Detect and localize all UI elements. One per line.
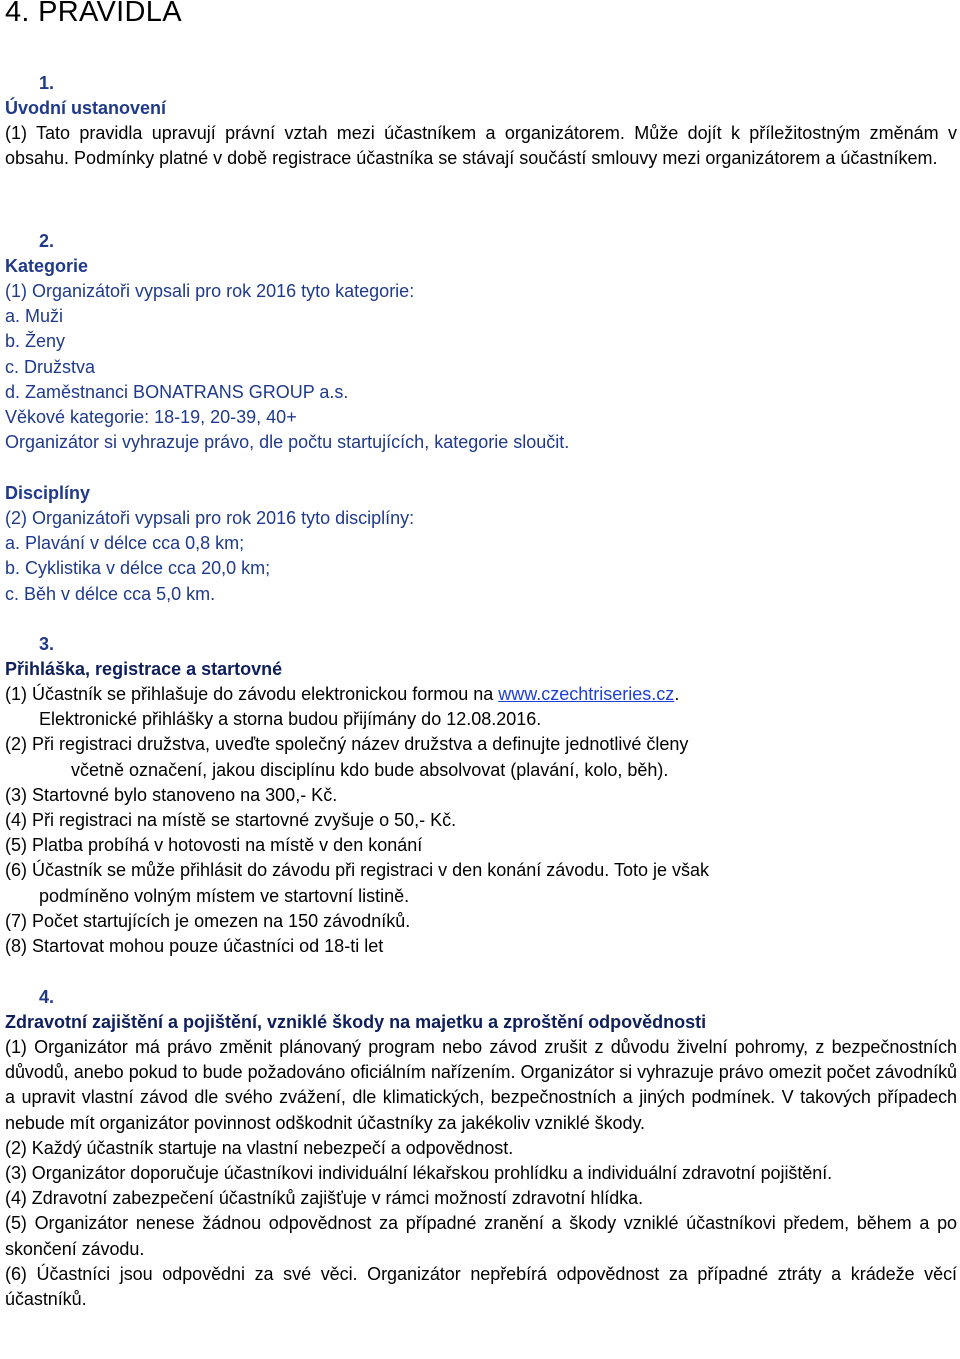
document-title: 4. PRAVIDLA: [5, 0, 182, 28]
section-4: [5, 985, 957, 1312]
section-heading: Kategorie: [5, 256, 89, 276]
rule-item: (2) Každý účastník startuje na vlastní nebezpečí a odpovědnost.: [5, 1137, 514, 1158]
age-categories: Věkové kategorie: 18-19, 20-39, 40+: [5, 407, 297, 428]
section-number: 3.: [39, 634, 55, 654]
rule-item-continuation: Elektronické přihlášky a storna budou přijímány do 12.08.2016.: [39, 709, 542, 730]
list-item: d. Zaměstnanci BONATRANS GROUP a.s.: [5, 381, 349, 402]
list-item: c. Běh v délce cca 5,0 km.: [5, 583, 216, 604]
rule-item: (5) Platba probíhá v hotovosti na místě v den konání: [5, 835, 423, 856]
section-paragraph: (1) Tato pravidla upravují právní vztah mezi účastníkem a organizátorem. Může dojít k příležitostným změnám v obsahu. Podmínky platné v době registrace účastníka se stávají součástí smlouvy mezi organizátorem a účastníkem.: [5, 123, 957, 169]
section-number: 4.: [39, 987, 55, 1007]
list-item: a. Plavání v délce cca 0,8 km;: [5, 533, 245, 554]
section-2: [5, 229, 957, 455]
website-link[interactable]: www.czechtriseries.cz: [498, 684, 675, 704]
rule-item: (3) Organizátor doporučuje účastníkovi individuální lékařskou prohlídku a individuální zdravotní pojištění.: [5, 1163, 833, 1184]
list-item: c. Družstva: [5, 356, 96, 377]
rule-item: (5) Organizátor nenese žádnou odpovědnost za případné zranění a škody vzniklé účastníkovi předem, během a po skončení závodu.: [5, 1213, 957, 1259]
rule-item: (6) Účastníci jsou odpovědni za své věci. Organizátor nepřebírá odpovědnost za případné ztráty a krádeže věcí účastníků.: [5, 1263, 957, 1310]
section-disciplines: [5, 481, 957, 607]
rule-item: (7) Počet startujících je omezen na 150 závodníků.: [5, 910, 411, 931]
rule-item: (1) Účastník se přihlašuje do závodu elektronickou formou na www.czechtriseries.cz.: [5, 684, 680, 704]
rule-item: (4) Zdravotní zabezpečení účastníků zajišťuje v rámci možností zdravotní hlídka.: [5, 1188, 644, 1209]
rule-item: (2) Při registraci družstva, uveďte společný název družstva a definujte jednotlivé členy: [5, 734, 689, 755]
rule-item-continuation: včetně označení, jakou disciplínu kdo bude absolvovat (plavání, kolo, běh).: [71, 759, 669, 780]
list-item: b. Cyklistika v délce cca 20,0 km;: [5, 558, 271, 579]
category-intro: (1) Organizátoři vypsali pro rok 2016 tyto kategorie:: [5, 281, 415, 301]
list-item: a. Muži: [5, 306, 64, 327]
rule-item: (6) Účastník se může přihlásit do závodu při registraci v den konání závodu. Toto je však: [5, 860, 710, 881]
section-heading: Přihláška, registrace a startovné: [5, 659, 283, 679]
rule-item: (3) Startovné bylo stanoveno na 300,- Kč.: [5, 784, 338, 805]
list-item: b. Ženy: [5, 331, 66, 352]
section-heading: Úvodní ustanovení: [5, 98, 167, 118]
rule-item: (8) Startovat mohou pouze účastníci od 18-ti let: [5, 936, 384, 957]
section-number: 2.: [39, 231, 55, 251]
rule-item: (1) Organizátor má právo změnit plánovaný program nebo závod zrušit z důvodu živelní pohromy, z bezpečnostních důvodů, anebo pokud to bude požadováno oficiálním nařízením. Organizátor si vyhrazuje právo omezit počet závodníků a upravit vlastní závod dle svého zvážení, dle klimatických, bezpečnostních a jiných podmínek. V takových případech nebude mít organizátor povinnost odškodnit účastníky za jakékoliv vzniklé škody.: [5, 1037, 957, 1133]
section-1: [5, 71, 957, 171]
section-heading: Zdravotní zajištění a pojištění, vzniklé škody na majetku a zproštění odpovědnosti: [5, 1012, 707, 1032]
rule-item: (4) Při registraci na místě se startovné zvyšuje o 50,- Kč.: [5, 810, 457, 831]
section-number: 1.: [39, 73, 55, 93]
section-3: [5, 632, 957, 959]
category-note: Organizátor si vyhrazuje právo, dle počtu startujících, kategorie sloučit.: [5, 432, 570, 453]
section-heading: Disciplíny: [5, 483, 91, 503]
rule-item-continuation: podmíněno volným místem ve startovní listině.: [39, 885, 410, 906]
discipline-intro: (2) Organizátoři vypsali pro rok 2016 tyto disciplíny:: [5, 508, 415, 528]
